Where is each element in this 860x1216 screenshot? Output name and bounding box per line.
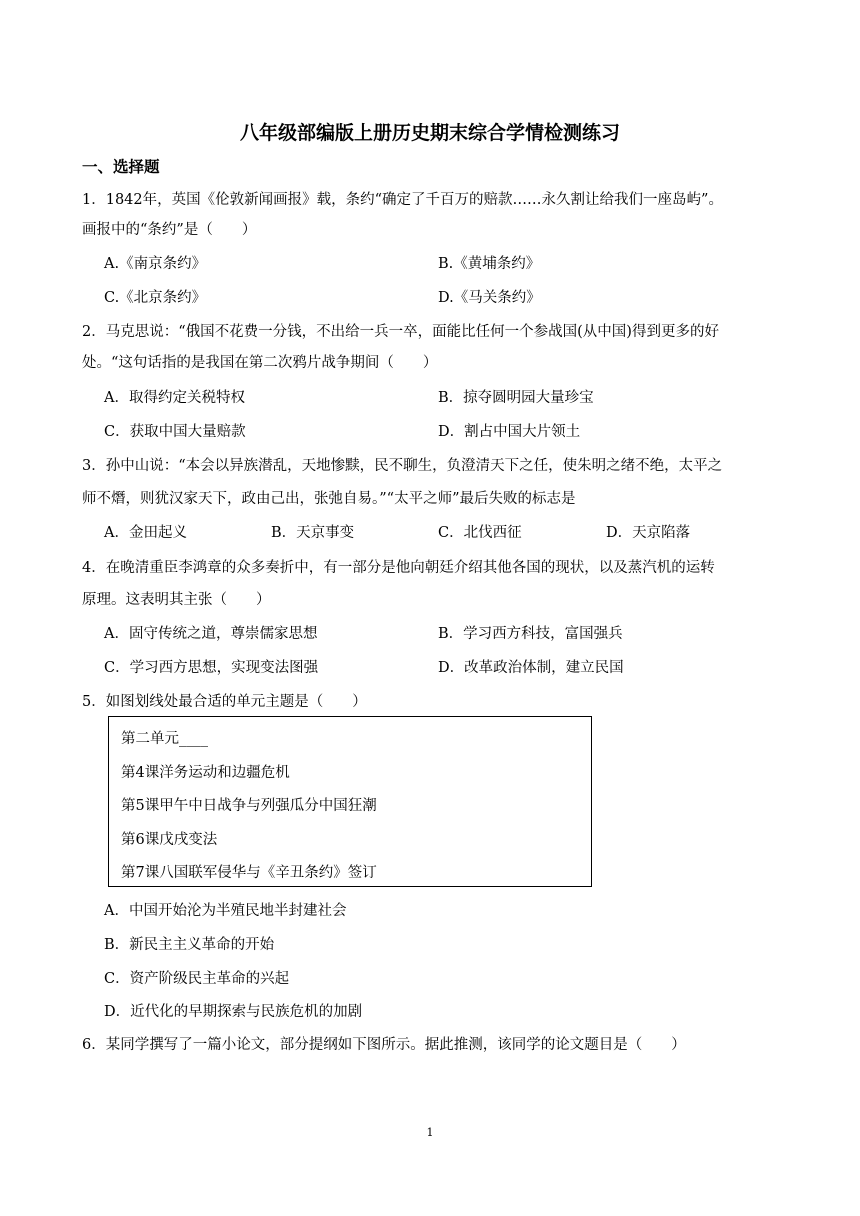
question-5-option-c: C．资产阶级民主革命的兴起 (104, 971, 290, 987)
unit-outline-line: 第5课甲午中日战争与列强瓜分中国狂潮 (121, 798, 377, 814)
question-1-option-a: A.《南京条约》 (104, 256, 207, 272)
question-4-option-d: D．改革政治体制，建立民国 (438, 660, 624, 676)
unit-outline-line: 第7课八国联军侵华与《辛丑条约》签订 (121, 865, 377, 881)
question-4-option-c: C．学习西方思想，实现变法图强 (104, 660, 319, 676)
unit-outline-line: 第二单元____ (121, 731, 208, 747)
question-3-line-2: 师不熸，则犹汉家天下，政由己出，张弛自易。”“太平之师”最后失败的标志是 (82, 491, 576, 507)
question-4-line-2: 原理。这表明其主张（ ） (82, 592, 271, 608)
question-5-option-d: D．近代化的早期探索与民族危机的加剧 (104, 1004, 363, 1020)
unit-outline-line: 第6课戊戌变法 (121, 832, 218, 848)
question-1-line-2: 画报中的“条约”是（ ） (82, 222, 257, 238)
unit-outline-line: 第4课洋务运动和边疆危机 (121, 765, 290, 781)
question-3-option-d: D．天京陷落 (606, 525, 691, 541)
question-5-option-a: A．中国开始沦为半殖民地半封建社会 (104, 903, 347, 919)
unit-outline-box (108, 716, 592, 887)
question-1-option-c: C.《北京条约》 (104, 290, 207, 306)
question-2-option-c: C．获取中国大量赔款 (104, 424, 246, 440)
question-1-line-1: 1．1842年，英国《伦敦新闻画报》载，条约“确定了千百万的赔款……永久割让给我们一座岛屿”。 (82, 192, 723, 208)
question-2-line-2: 处。“这句话指的是我国在第二次鸦片战争期间（ ） (82, 355, 438, 371)
question-3-option-c: C．北伐西征 (438, 525, 522, 541)
question-2-line-1: 2．马克思说：“俄国不花费一分钱，不出给一兵一卒，面能比任何一个参战国(从中国)得到更多的好 (82, 324, 719, 340)
question-3-option-b: B．天京事变 (271, 525, 355, 541)
question-2-option-d: D．割占中国大片领土 (438, 424, 581, 440)
page-title: 八年级部编版上册历史期末综合学情检测练习 (239, 122, 620, 144)
question-6-line-1: 6．某同学撰写了一篇小论文，部分提纲如下图所示。据此推测，该同学的论文题目是（ ） (82, 1037, 686, 1053)
question-2-option-a: A．取得约定关税特权 (104, 390, 245, 406)
question-4-line-1: 4．在晚清重臣李鸿章的众多奏折中，有一部分是他向朝廷介绍其他各国的现状，以及蒸汽机的运转 (82, 560, 715, 576)
question-5-option-b: B．新民主主义革命的开始 (104, 937, 275, 953)
question-4-option-a: A．固守传统之道，尊崇儒家思想 (104, 626, 318, 642)
section-heading: 一、选择题 (82, 158, 160, 176)
question-4-option-b: B．学习西方科技，富国强兵 (438, 626, 623, 642)
question-1-option-b: B.《黄埔条约》 (438, 256, 541, 272)
question-1-option-d: D.《马关条约》 (438, 290, 541, 306)
question-3-option-a: A．金田起义 (104, 525, 187, 541)
question-3-line-1: 3．孙中山说：“本会以异族潜乱，天地惨黩，民不聊生，负澄清天下之任，使朱明之绪不绝，太平之 (82, 458, 723, 474)
question-5-line-1: 5．如图划线处最合适的单元主题是（ ） (82, 694, 367, 710)
question-2-option-b: B．掠夺圆明园大量珍宝 (438, 390, 594, 406)
page-number: 1 (426, 1126, 434, 1139)
